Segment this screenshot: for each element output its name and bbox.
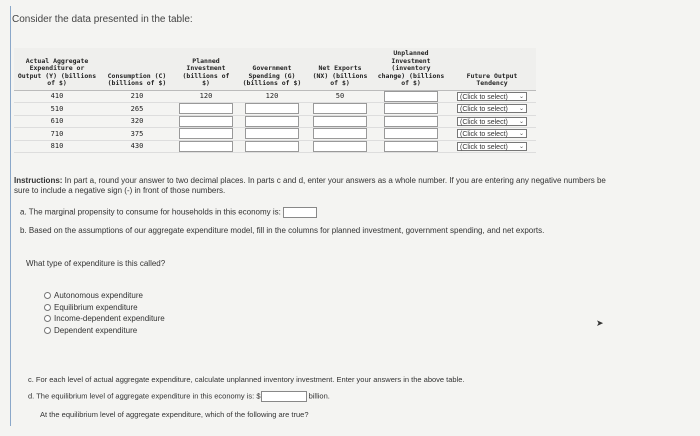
planned-investment-input[interactable] — [179, 128, 233, 139]
tendency-select-label: (Click to select) — [460, 93, 508, 101]
cell-consumption: 320 — [100, 115, 174, 128]
question-type: What type of expenditure is this called? — [26, 259, 166, 268]
header-unplanned-investment: Unplanned Investment (inventory change) (billions of $) — [374, 48, 448, 90]
option-income-dependent[interactable] — [44, 313, 165, 324]
cell-planned-investment[interactable] — [174, 103, 238, 116]
cell-net-exports[interactable] — [306, 128, 374, 141]
cell-output: 410 — [14, 90, 100, 103]
cell-unplanned-input[interactable] — [374, 128, 448, 141]
cell-net-exports[interactable] — [306, 103, 374, 116]
options-list — [44, 290, 165, 336]
government-spending-input[interactable] — [245, 128, 299, 139]
option-label: Autonomous expenditure — [54, 291, 143, 300]
question-e: At the equilibrium level of aggregate expenditure, which of the following are true? — [40, 410, 309, 419]
cell-output: 610 — [14, 115, 100, 128]
cursor-icon: ➤ — [596, 318, 604, 328]
header-net-exports: Net Exports (NX) (billions of $) — [306, 48, 374, 90]
question-a — [20, 207, 317, 218]
question-b: b. Based on the assumptions of our aggregate expenditure model, fill in the columns for planned investment, government spending, and net exports. — [20, 226, 545, 235]
radio-button[interactable] — [44, 304, 51, 311]
chevron-down-icon: ⌄ — [518, 93, 524, 100]
question-d-prefix: d. The equilibrium level of aggregate expenditure in this economy is: $ — [28, 391, 261, 401]
instructions-label: Instructions: — [14, 176, 63, 185]
cell-tendency[interactable] — [448, 115, 536, 128]
planned-investment-input[interactable] — [179, 116, 233, 127]
cell-consumption: 210 — [100, 90, 174, 103]
cell-consumption: 265 — [100, 103, 174, 116]
cell-tendency[interactable] — [448, 128, 536, 141]
left-border — [10, 6, 11, 426]
question-a-text: a. The marginal propensity to consume for households in this economy is: — [20, 207, 281, 217]
table-row — [14, 115, 536, 128]
instructions — [14, 176, 614, 196]
intro-text: Consider the data presented in the table: — [12, 14, 193, 25]
cell-tendency[interactable] — [448, 140, 536, 153]
chevron-down-icon: ⌄ — [518, 106, 524, 113]
cell-planned-investment[interactable] — [174, 115, 238, 128]
data-table — [14, 48, 536, 153]
net-exports-input[interactable] — [313, 141, 367, 152]
cell-unplanned-input[interactable] — [374, 103, 448, 116]
table-row — [14, 128, 536, 141]
tendency-select[interactable] — [457, 129, 527, 138]
cell-planned-investment[interactable] — [174, 128, 238, 141]
instructions-text: In part a, round your answer to two decimal places. In parts c and d, enter your answers as a whole number. If you are entering any negative numbers be sure to include a negative sign (-) in front of those numbers. — [14, 176, 606, 195]
cell-output: 810 — [14, 140, 100, 153]
tendency-select-label: (Click to select) — [460, 143, 508, 151]
chevron-down-icon: ⌄ — [518, 118, 524, 125]
cell-net-exports[interactable] — [306, 140, 374, 153]
table-row — [14, 140, 536, 153]
tendency-select[interactable] — [457, 104, 527, 113]
cell-government-spending[interactable] — [238, 140, 306, 153]
question-d-suffix: billion. — [308, 391, 330, 401]
question-c: c. For each level of actual aggregate expenditure, calculate unplanned inventory investment. Enter your answers in the above table. — [28, 375, 465, 384]
tendency-select-label: (Click to select) — [460, 106, 508, 114]
unplanned-input[interactable] — [384, 141, 438, 152]
radio-button[interactable] — [44, 315, 51, 322]
option-label: Income-dependent expenditure — [54, 314, 165, 323]
cell-unplanned-input[interactable] — [374, 115, 448, 128]
government-spending-input[interactable] — [245, 116, 299, 127]
unplanned-input[interactable] — [384, 91, 438, 102]
planned-investment-input[interactable] — [179, 103, 233, 114]
tendency-select[interactable] — [457, 142, 527, 151]
cell-planned-investment[interactable] — [174, 140, 238, 153]
radio-button[interactable] — [44, 292, 51, 299]
cell-unplanned-input[interactable] — [374, 140, 448, 153]
cell-government-spending[interactable] — [238, 103, 306, 116]
tendency-select[interactable] — [457, 117, 527, 126]
cell-consumption: 430 — [100, 140, 174, 153]
equilibrium-input[interactable] — [261, 391, 307, 402]
cell-planned-investment: 120 — [174, 90, 238, 103]
cell-government-spending: 120 — [238, 90, 306, 103]
tendency-select-label: (Click to select) — [460, 118, 508, 126]
tendency-select-label: (Click to select) — [460, 131, 508, 139]
option-dependent[interactable] — [44, 325, 165, 336]
government-spending-input[interactable] — [245, 141, 299, 152]
unplanned-input[interactable] — [384, 103, 438, 114]
net-exports-input[interactable] — [313, 103, 367, 114]
cell-government-spending[interactable] — [238, 128, 306, 141]
table-row — [14, 90, 536, 103]
cell-output: 710 — [14, 128, 100, 141]
question-d — [28, 391, 330, 402]
header-future-tendency: Future Output Tendency — [448, 48, 536, 90]
cell-unplanned-input[interactable] — [374, 90, 448, 103]
option-label: Equilibrium expenditure — [54, 302, 138, 312]
option-autonomous[interactable] — [44, 290, 165, 301]
cell-tendency[interactable] — [448, 90, 536, 103]
unplanned-input[interactable] — [384, 116, 438, 127]
chevron-down-icon: ⌄ — [518, 143, 524, 150]
net-exports-input[interactable] — [313, 128, 367, 139]
header-consumption: Consumption (C) (billions of $) — [100, 48, 174, 90]
cell-consumption: 375 — [100, 128, 174, 141]
table-row — [14, 103, 536, 116]
planned-investment-input[interactable] — [179, 141, 233, 152]
cell-tendency[interactable] — [448, 103, 536, 116]
government-spending-input[interactable] — [245, 103, 299, 114]
net-exports-input[interactable] — [313, 116, 367, 127]
tendency-select[interactable] — [457, 92, 527, 101]
option-equilibrium[interactable] — [44, 302, 165, 313]
unplanned-input[interactable] — [384, 128, 438, 139]
cell-net-exports: 50 — [306, 90, 374, 103]
mpc-input[interactable] — [283, 207, 317, 218]
cell-net-exports[interactable] — [306, 115, 374, 128]
cell-output: 510 — [14, 103, 100, 116]
header-government-spending: Government Spending (G) (billions of $) — [238, 48, 306, 90]
header-planned-investment: Planned Investment (billions of $) — [174, 48, 238, 90]
radio-button[interactable] — [44, 327, 51, 334]
header-output: Actual Aggregate Expenditure or Output (Y) (billions of $) — [14, 48, 100, 90]
chevron-down-icon: ⌄ — [518, 131, 524, 138]
option-label: Dependent expenditure — [54, 325, 138, 335]
cell-government-spending[interactable] — [238, 115, 306, 128]
